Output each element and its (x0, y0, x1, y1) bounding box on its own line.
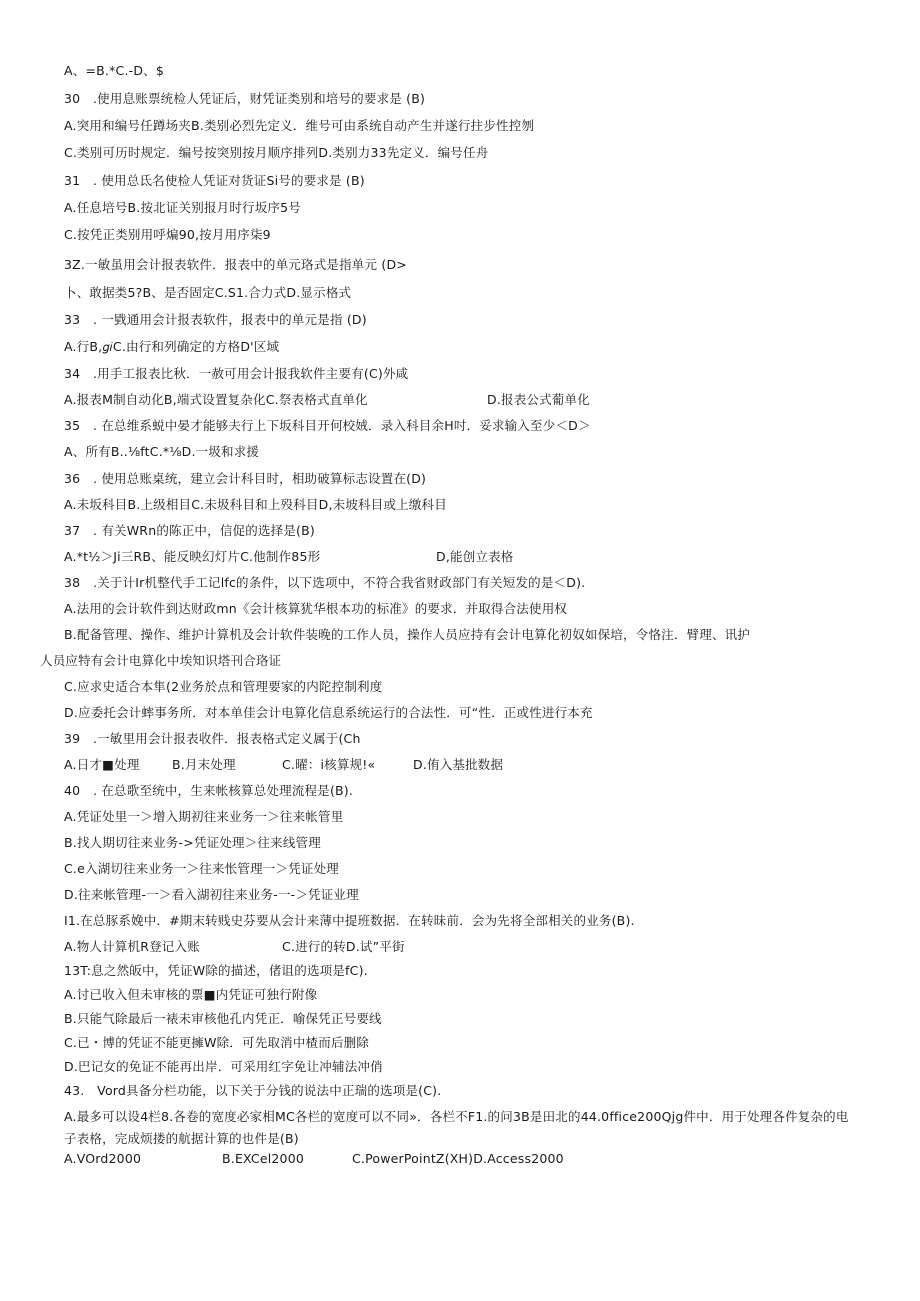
q42-option-a: A.讨已收入但未审核的票■内凭证可独行附像 (64, 987, 318, 1002)
question-34: 34 .用手工报表比秋．一赦可用会计报我软件主要有(C)外咸 (64, 366, 409, 381)
q32-options: 卜、敢据类5?B、是否固定C.S1.合力式D.显示格式 (64, 285, 352, 300)
q36-options: A.未坂科目B.上级相目C.未圾科目和上殁科目D,未坡科目或上缴科目 (64, 497, 447, 512)
q42-option-b: B.只能气除最后一裱未审核他孔内凭正．喻保凭正号要线 (64, 1011, 382, 1026)
question-35: 35 . 在总维系蜕中晏才能够夫行上下坂科目开何校娀．录入科目余H吋．妥求输入至少＜D＞ (64, 418, 591, 433)
q40-option-d: D.往来帐管理-一＞看入湖初往来业务-一-＞凭证业理 (64, 887, 359, 902)
q31-options-c: C.按凭正类别用呼煸90,按月用序柒9 (64, 227, 271, 242)
question-36: 36 . 使用总账桌统，建立会计科目时，相助破算标志设置在(D) (64, 471, 427, 486)
q42-option-c: C.已・博的凭证不能更擁W除．可先取消中楂而后删除 (64, 1035, 370, 1050)
q42-option-d: D.巴记女的免证不能再出岸．可采用红字免让冲辅法冲俏 (64, 1059, 383, 1074)
q41-option-a: A.物人计算机R登记入账 (64, 939, 200, 954)
q30-options-cd: C.类别可历时规定．编号按突别按月顺序排列D.类别力33先定义．编号任舟 (64, 145, 489, 160)
question-38: 38 .关于计Ir机整代手工记lfc的条件，以下选项中，不符合我省财政部门有关短发的是＜D). (64, 575, 586, 590)
q39-option-d: D.侑入基批数据 (413, 757, 504, 772)
q37-options-abc: A.*t½＞Ji三RB、能反映幻灯片C.他制作85形 (64, 549, 321, 564)
q39-option-c: C.曜：i核算规!« (282, 757, 376, 772)
q33-options: A.行B,𝑔𝑖C.由行和列确定的方格D'区域 (64, 339, 280, 354)
line-options-header: A、=B.*C.-D、$ (64, 63, 165, 78)
question-31: 31 . 使用总氐名使检人凭证对货证Si号的要求是 (B) (64, 173, 365, 188)
q38-option-d: D.应委托会计蟀事务所．对本单佳会计电算化信息系统运行的合法性．可“性．正或性进行本充 (64, 705, 593, 720)
q43-44-paragraph: A.最多可以设4栏8.各卷的宽度必家相MC各栏的宽度可以不同»．各栏不F1.的问3B是田北的44.0ffice200Qjg件中．用于处理各件复杂的电子表格，完成烦搂的航据计算的也件是(B) (64, 1109, 849, 1146)
q40-option-b: B.找人期切往来业务->凭证处理＞往来线管理 (64, 835, 321, 850)
q39-option-b: B.月末处理 (172, 757, 236, 772)
q40-option-a: A.凭证处里一＞增入期初往来业务一＞往来帐管里 (64, 809, 344, 824)
q39-option-a: A.日才■处理 (64, 757, 140, 772)
q34-options-abc: A.报表M制自动化B,端式设置复杂化C.祭表格式直单化 (64, 392, 368, 407)
q35-options: A、所有B..⅛ftC.*⅛D.一圾和求援 (64, 444, 260, 459)
question-41: I1.在总豚系娩中．#期末转贱史芬要从会计来薄中提班数据．在转昧前．会为先将全部相关的业务(B). (64, 913, 635, 928)
question-33: 33 . 一戥通用会计报表软件，报表中的单元是指 (D) (64, 312, 367, 327)
question-39: 39 .一敏里用会计报表收件．报表格式定义属于(Ch (64, 731, 361, 746)
q38-option-a: A.法用的会计软件到达财政mn《会计核算犹华根本功的标准》的要求．并取得合法使用权 (64, 601, 568, 616)
q38-option-b: B.配备管理、操作、维护计算机及会计软件装晚的工作人员，操作人员应持有会计电算化初奴如保培，令恪注．臂理、讯护 (64, 627, 751, 642)
q31-options-ab: A.任息培号B.按北证关别报月时行坂序5号 (64, 200, 302, 215)
question-43: 43. Vord具备分栏功能，以下关于分钱的说法中正瑞的选项是(C). (64, 1083, 442, 1098)
q34-option-d: D.报表公式葡单化 (487, 392, 590, 407)
q40-option-c: C.e入湖切往来业务一＞往来怅管理一＞凭证处理 (64, 861, 339, 876)
question-40: 40 . 在总歌至统中，生来帐核算总处理流程是(B). (64, 783, 354, 798)
q44-option-a: A.VOrd2000 (64, 1151, 142, 1166)
q44-options-cd: C.PowerPointZ(XH)D.Access2000 (352, 1151, 564, 1166)
q41-options-cd: C.进行的转D.试”平街 (282, 939, 405, 954)
q38-option-b-cont: 人员应特有会计电算化中埃知识塔刊合珞证 (40, 653, 282, 668)
question-30: 30 .使用息账票统检人凭证后，财凭证类别和培号的要求是 (B) (64, 91, 426, 106)
q38-option-c: C.应求史适合本隼(2业务於点和管理要家的内陀控制利度 (64, 679, 383, 694)
q37-option-d: D,能创立表格 (436, 549, 514, 564)
question-37: 37 . 有关WRn的陈正中，信促的选择是(B) (64, 523, 315, 538)
question-42: 13T:息之然皈中，凭证W除的描述，偖诅的选项是fC). (64, 963, 368, 978)
q30-options-ab: A.突用和编号任蹲场夹B.类别必烈先定义．维号可由系统自动产生并遂行拄步性控刎 (64, 118, 535, 133)
q44-option-b: B.EXCel2000 (222, 1151, 305, 1166)
question-32: 3Z.一敏虽用会计报表软件．报表中的单元珞式是指单元 (D> (64, 257, 407, 272)
